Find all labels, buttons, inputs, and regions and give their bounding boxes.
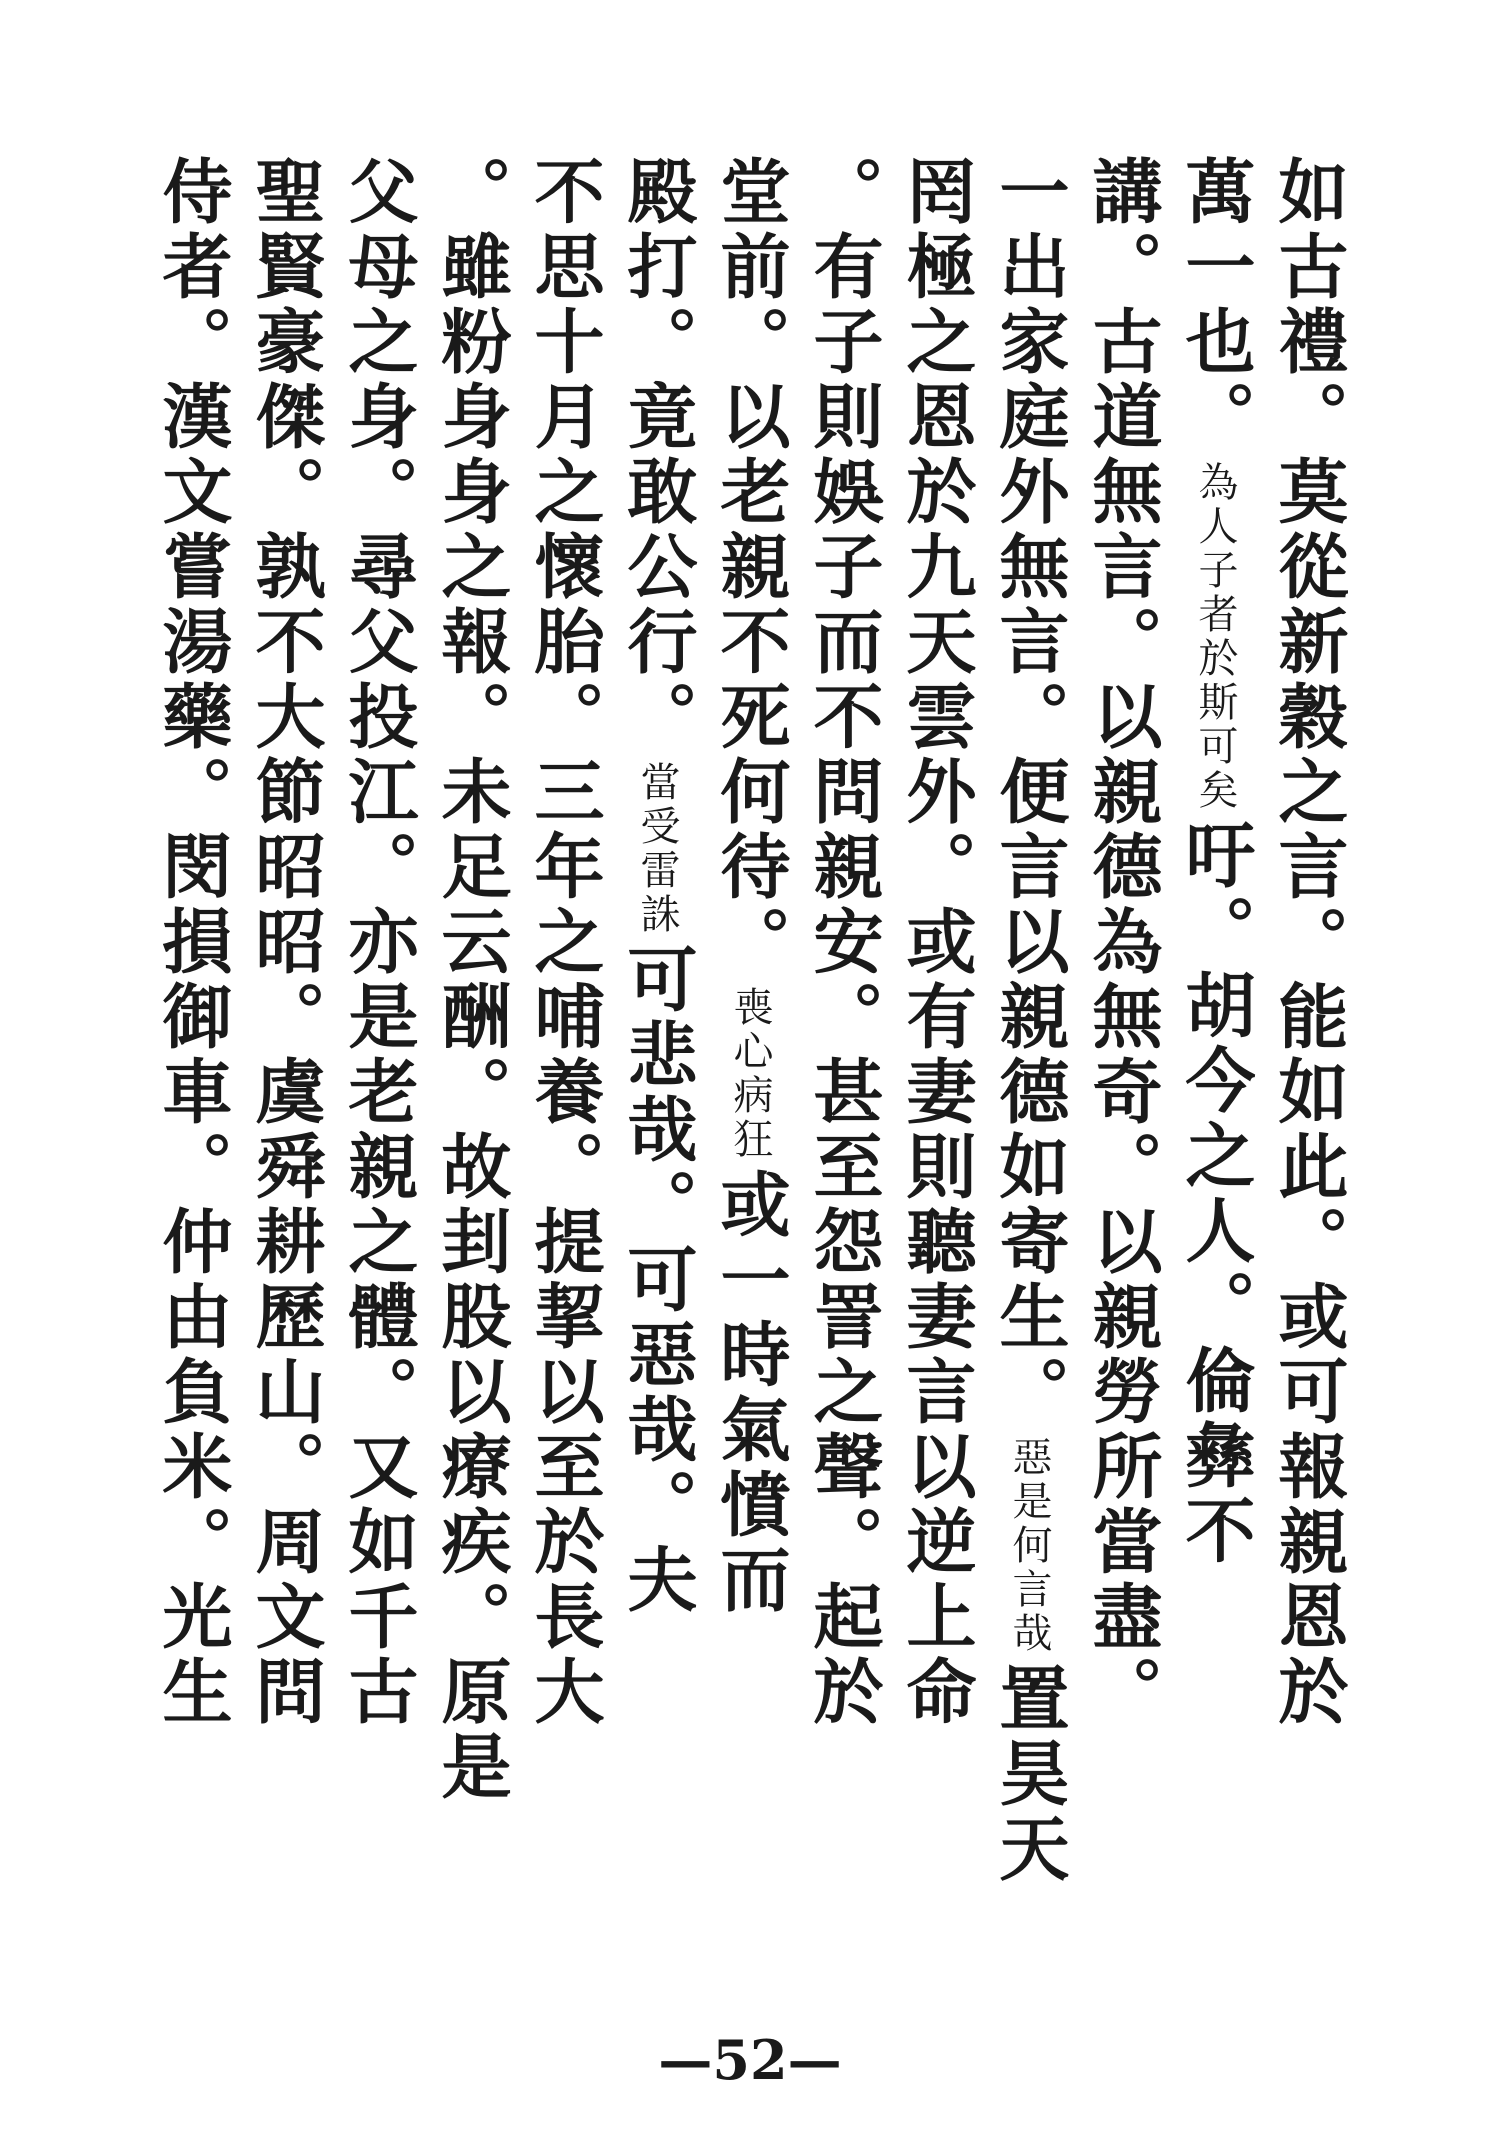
page-number: —52— (658, 2028, 842, 2092)
column-text: 或一時氣憤而 (709, 1168, 792, 1618)
column-text: 置昊天 (988, 1662, 1071, 1887)
text-column (336, 155, 420, 1985)
column-text: 殿打。竟敢公行。 (616, 155, 699, 755)
text-column (243, 155, 327, 1985)
column-text: 一出家庭外無言。便言以親德如寄生。 (988, 155, 1071, 1430)
text-column (987, 155, 1071, 1985)
column-text: 父母之身。尋父投江。亦是老親之體。又如千古 (337, 155, 420, 1730)
text-column (1266, 155, 1350, 1985)
column-text: 侍者。漢文嘗湯藥。閔損御車。仲由負米。光生 (151, 155, 234, 1730)
text-column (615, 155, 699, 1985)
text-column (801, 155, 885, 1985)
text-column (522, 155, 606, 1985)
text-column (1173, 155, 1257, 1985)
column-text: 吁。胡今之人。倫彝不 (1174, 819, 1257, 1569)
text-column (150, 155, 234, 1985)
column-text: 可悲哉。可惡哉。夫 (616, 943, 699, 1618)
column-text: 萬一也。 (1174, 155, 1257, 455)
column-text: 不思十月之懷胎。三年之哺養。提挈以至於長大 (523, 155, 606, 1730)
annotation-note: 為人子者於斯可矣 (1192, 461, 1238, 813)
annotation-note: 當受雷誅 (634, 761, 680, 937)
vertical-text-block (150, 155, 1350, 1985)
text-column (429, 155, 513, 1985)
column-text: 。雖粉身身之報。未足云酬。故刲股以療疾。原是 (430, 155, 513, 1805)
column-text: 。有子則娛子而不問親安。甚至怨詈之聲。起於 (802, 155, 885, 1730)
column-text: 講。古道無言。以親德為無奇。以親勞所當盡。 (1081, 155, 1164, 1730)
text-column (894, 155, 978, 1985)
annotation-note: 喪心病狂 (727, 986, 773, 1162)
text-column (1080, 155, 1164, 1985)
column-text: 聖賢豪傑。孰不大節昭昭。虞舜耕歷山。周文問 (244, 155, 327, 1730)
text-column (708, 155, 792, 1985)
column-text: 如古禮。莫從新穀之言。能如此。或可報親恩於 (1267, 155, 1350, 1730)
column-text: 堂前。以老親不死何待。 (709, 155, 792, 980)
annotation-note: 惡是何言哉 (1006, 1436, 1052, 1656)
column-text: 罔極之恩於九天雲外。或有妻則聽妻言以逆上命 (895, 155, 978, 1730)
